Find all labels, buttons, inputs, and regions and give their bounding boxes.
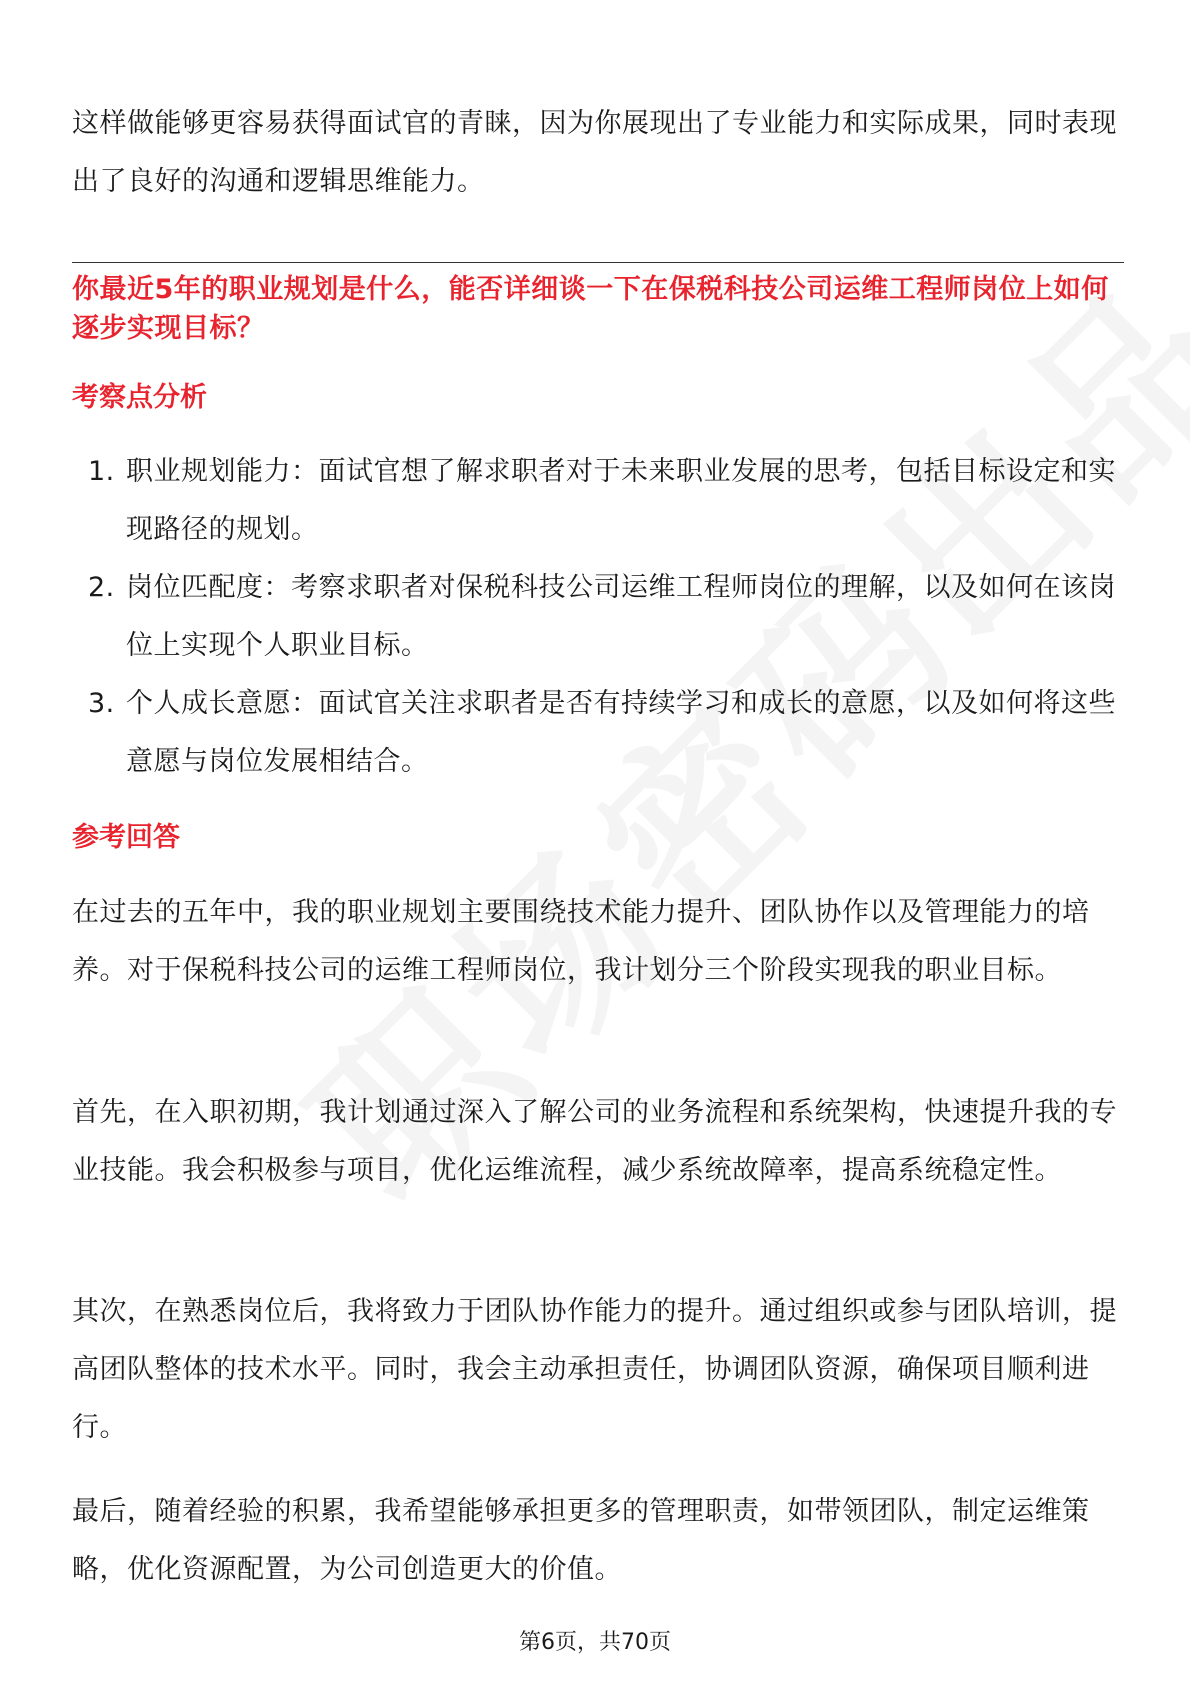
analysis-heading: 考察点分析 (72, 382, 207, 413)
answer-paragraph: 首先，在入职初期，我计划通过深入了解公司的业务流程和系统架构，快速提升我的专业技能。我会积极参与项目，优化运维流程，减少系统故障率，提高系统稳定性。 (72, 1097, 1117, 1186)
analysis-item-text: 个人成长意愿：面试官关注求职者是否有持续学习和成长的意愿，以及如何将这些意愿与岗位发展相结合。 (126, 688, 1116, 777)
analysis-item (72, 443, 1124, 559)
page-number-footer: 第6页，共70页 (519, 1630, 671, 1655)
analysis-item-text: 岗位匹配度：考察求职者对保税科技公司运维工程师岗位的理解，以及如何在该岗位上实现个人职业目标。 (126, 572, 1116, 661)
answer-paragraph: 其次，在熟悉岗位后，我将致力于团队协作能力的提升。通过组织或参与团队培训，提高团队整体的技术水平。同时，我会主动承担责任，协调团队资源，确保项目顺利进行。 (72, 1296, 1117, 1443)
analysis-item (72, 559, 1124, 675)
answer-paragraph: 在过去的五年中，我的职业规划主要围绕技术能力提升、团队协作以及管理能力的培养。对于保税科技公司的运维工程师岗位，我计划分三个阶段实现我的职业目标。 (72, 897, 1090, 986)
analysis-item-number: 3. (88, 688, 115, 719)
answer-heading: 参考回答 (72, 822, 180, 853)
analysis-item-number: 1. (88, 456, 115, 487)
interview-question: 你最近5年的职业规划是什么，能否详细谈一下在保税科技公司运维工程师岗位上如何逐步实现目标？ (72, 274, 1109, 344)
document-page (72, 0, 1124, 1684)
intro-paragraph: 这样做能够更容易获得面试官的青睐，因为你展现出了专业能力和实际成果，同时表现出了良好的沟通和逻辑思维能力。 (72, 108, 1117, 197)
answer-paragraph: 最后，随着经验的积累，我希望能够承担更多的管理职责，如带领团队，制定运维策略，优化资源配置，为公司创造更大的价值。 (72, 1496, 1090, 1585)
analysis-item-number: 2. (88, 572, 115, 603)
section-divider (72, 262, 1124, 263)
analysis-item (72, 675, 1124, 791)
analysis-item-text: 职业规划能力：面试官想了解求职者对于未来职业发展的思考，包括目标设定和实现路径的规划。 (126, 456, 1116, 545)
analysis-list (72, 443, 1124, 791)
